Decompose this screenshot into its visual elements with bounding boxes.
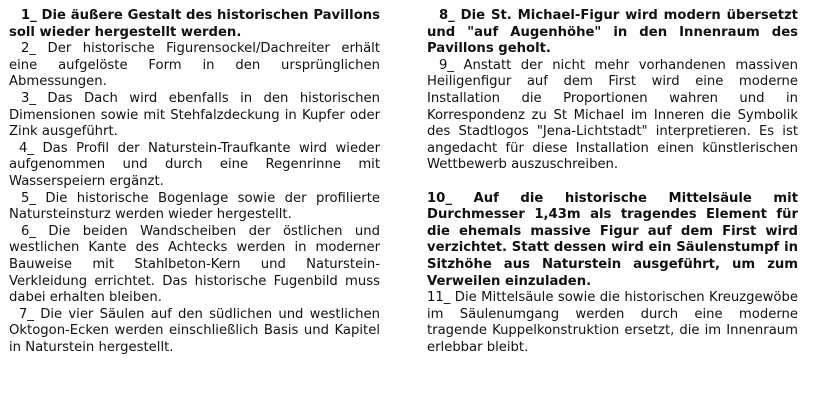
paragraph-2: 2_ Der historische Figurensockel/Dachreiter erhält eine aufgelöste Form in den ursprünglichen Abmessungen. [9,41,380,90]
paragraph-9: 9_ Anstatt der nicht mehr vorhandenen massiven Heiligenfigur auf dem First wird eine moderne Installation die Proportionen wahren und in Korrespondenz zu St Michael im Inneren die Symbolik des Stadtlogos "Jena-Lichtstadt" interpretieren. Es ist angedacht für diese Installation einen künstlerischen Wettbewerb auszuschreiben. [427,57,798,173]
paragraph-5: 5_ Die historische Bogenlage sowie der profilierte Natursteinsturz werden wieder hergestellt. [9,190,380,223]
paragraph-4: 4_ Das Profil der Naturstein-Traufkante wird wieder aufgenommen und durch eine Regenrinne mit Wasserspeiern ergänzt. [9,140,380,189]
left-text-column [9,8,380,356]
paragraph-7: 7_ Die vier Säulen auf den südlichen und westlichen Oktogon-Ecken werden einschließlich Basis und Kapitel in Naturstein hergestellt. [9,306,380,355]
paragraph-11: 11_ Die Mittelsäule sowie die historischen Kreuzgewöbe im Säulenumgang werden durch eine moderne tragende Kuppelkonstruktion ersetzt, die im Innenraum erlebbar bleibt. [427,290,798,355]
paragraph-8: 8_ Die St. Michael-Figur wird modern übersetzt und "auf Augenhöhe" in den Innenraum des Pavillons geholt. [427,8,798,57]
paragraph-1: 1_ Die äußere Gestalt des historischen Pavillons soll wieder hergestellt werden. [9,8,380,40]
paragraph-3: 3_ Das Dach wird ebenfalls in den historischen Dimensionen sowie mit Stehfalzdeckung in Kupfer oder Zink ausgeführt. [9,90,380,140]
right-text-column [427,8,798,356]
paragraph-6: 6_ Die beiden Wandscheiben der östlichen und westlichen Kante des Achtecks werden in moderner Bauweise mit Stahlbeton-Kern und Naturstein-Verkleidung errichtet. Das historische Fugenbild muss dabei erhalten bleiben. [9,223,380,306]
paragraph-10: 10_ Auf die historische Mittelsäule mit Durchmesser 1,43m als tragendes Element für die ehemals massive Figur auf dem First wird verzichtet. Statt dessen wird ein Säulenstumpf in Sitzhöhe aus Naturstein ausgeführt, um zum Verweilen einzuladen. [427,190,798,289]
